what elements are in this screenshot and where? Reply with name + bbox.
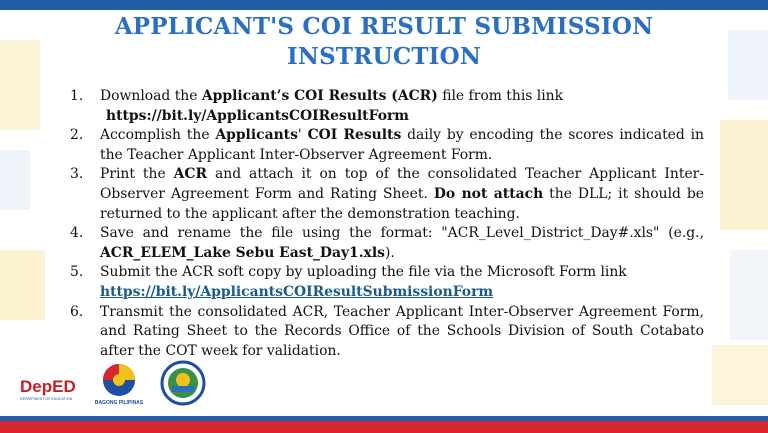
item-text: Transmit the consolidated ACR, Teacher Applicant Inter-Observer Agreement Form, and Rating Sheet to the Records Office of the Schools Division of South Cotabato after the COT week for validation. — [100, 303, 704, 359]
bagong-pilipinas-logo — [92, 360, 146, 408]
item-number: 2. — [70, 127, 84, 144]
deped-wordmark: DepED — [20, 377, 76, 396]
item-bold-text: Applicant’s COI Results (ACR) — [201, 88, 438, 104]
decor-square — [720, 120, 768, 230]
instruction-list — [56, 87, 704, 361]
list-item — [56, 165, 704, 224]
item-number: 3. — [70, 166, 84, 183]
decor-square — [712, 345, 768, 405]
item-number: 6. — [70, 303, 84, 320]
top-accent-bar — [0, 0, 768, 10]
item-bold-text: Do not attach — [433, 185, 544, 202]
title-line-2: INSTRUCTION — [286, 43, 482, 70]
decor-square — [0, 250, 45, 320]
item-text: Download the — [100, 88, 202, 104]
item-text: Accomplish the — [100, 127, 216, 144]
list-item — [56, 303, 704, 362]
deped-subtext: DEPARTMENT OF EDUCATION — [20, 397, 73, 401]
bagong-pilipinas-text: BAGONG PILIPINAS — [94, 400, 144, 406]
item-text: ). — [384, 244, 395, 261]
acr-submission-link[interactable]: https://bit.ly/ApplicantsCOIResultSubmissionForm — [100, 283, 494, 300]
bagong-pilipinas-emblem — [92, 360, 146, 408]
item-text: daily by encoding the scores indicated in the Teacher Applicant Inter-Observer Agreement Form. — [100, 127, 704, 163]
item-bold-text: ACR_ELEM_Lake Sebu East_Day1.xls — [100, 244, 385, 261]
division-seal — [160, 360, 206, 406]
title-line-1: APPLICANT'S COI RESULT SUBMISSION — [114, 13, 654, 40]
acr-download-link[interactable]: https://bit.ly/ApplicantsCOIResultForm — [106, 107, 409, 124]
item-number: 4. — [70, 225, 84, 242]
item-text: Print the — [100, 166, 174, 183]
item-text: and attach it on top of the consolidated Teacher Applicant Inter-Observer Agreement Form and Rating Sheet. — [100, 166, 704, 202]
item-bold-text: COI Results — [307, 127, 402, 144]
bottom-accent-bar-red — [0, 421, 768, 433]
item-number: 5. — [70, 264, 84, 281]
decor-square — [730, 250, 768, 340]
item-bold-text: ACR — [173, 166, 208, 183]
item-text: the DLL; it should be returned to the applicant after the demonstration teaching. — [100, 185, 705, 222]
item-text: ' — [297, 127, 308, 144]
item-text: Submit the ACR soft copy by uploading the file via the Microsoft Form link — [100, 264, 627, 281]
item-text: file from this link — [437, 88, 564, 104]
list-item — [56, 126, 704, 165]
decor-square — [0, 150, 30, 210]
list-item — [56, 224, 704, 263]
division-seal-emblem — [160, 360, 206, 406]
list-item — [56, 263, 704, 302]
item-text: Save and rename the file using the format: "ACR_Level_District_Day#.xls" (e.g., — [100, 225, 704, 242]
deped-logo-mark — [18, 372, 80, 402]
decor-square — [0, 40, 40, 130]
item-number: 1. — [70, 88, 84, 104]
decor-square — [728, 30, 768, 100]
list-item — [56, 87, 704, 126]
item-bold-text: Applicants — [215, 127, 298, 144]
page-title — [60, 12, 708, 72]
deped-logo — [18, 372, 80, 402]
